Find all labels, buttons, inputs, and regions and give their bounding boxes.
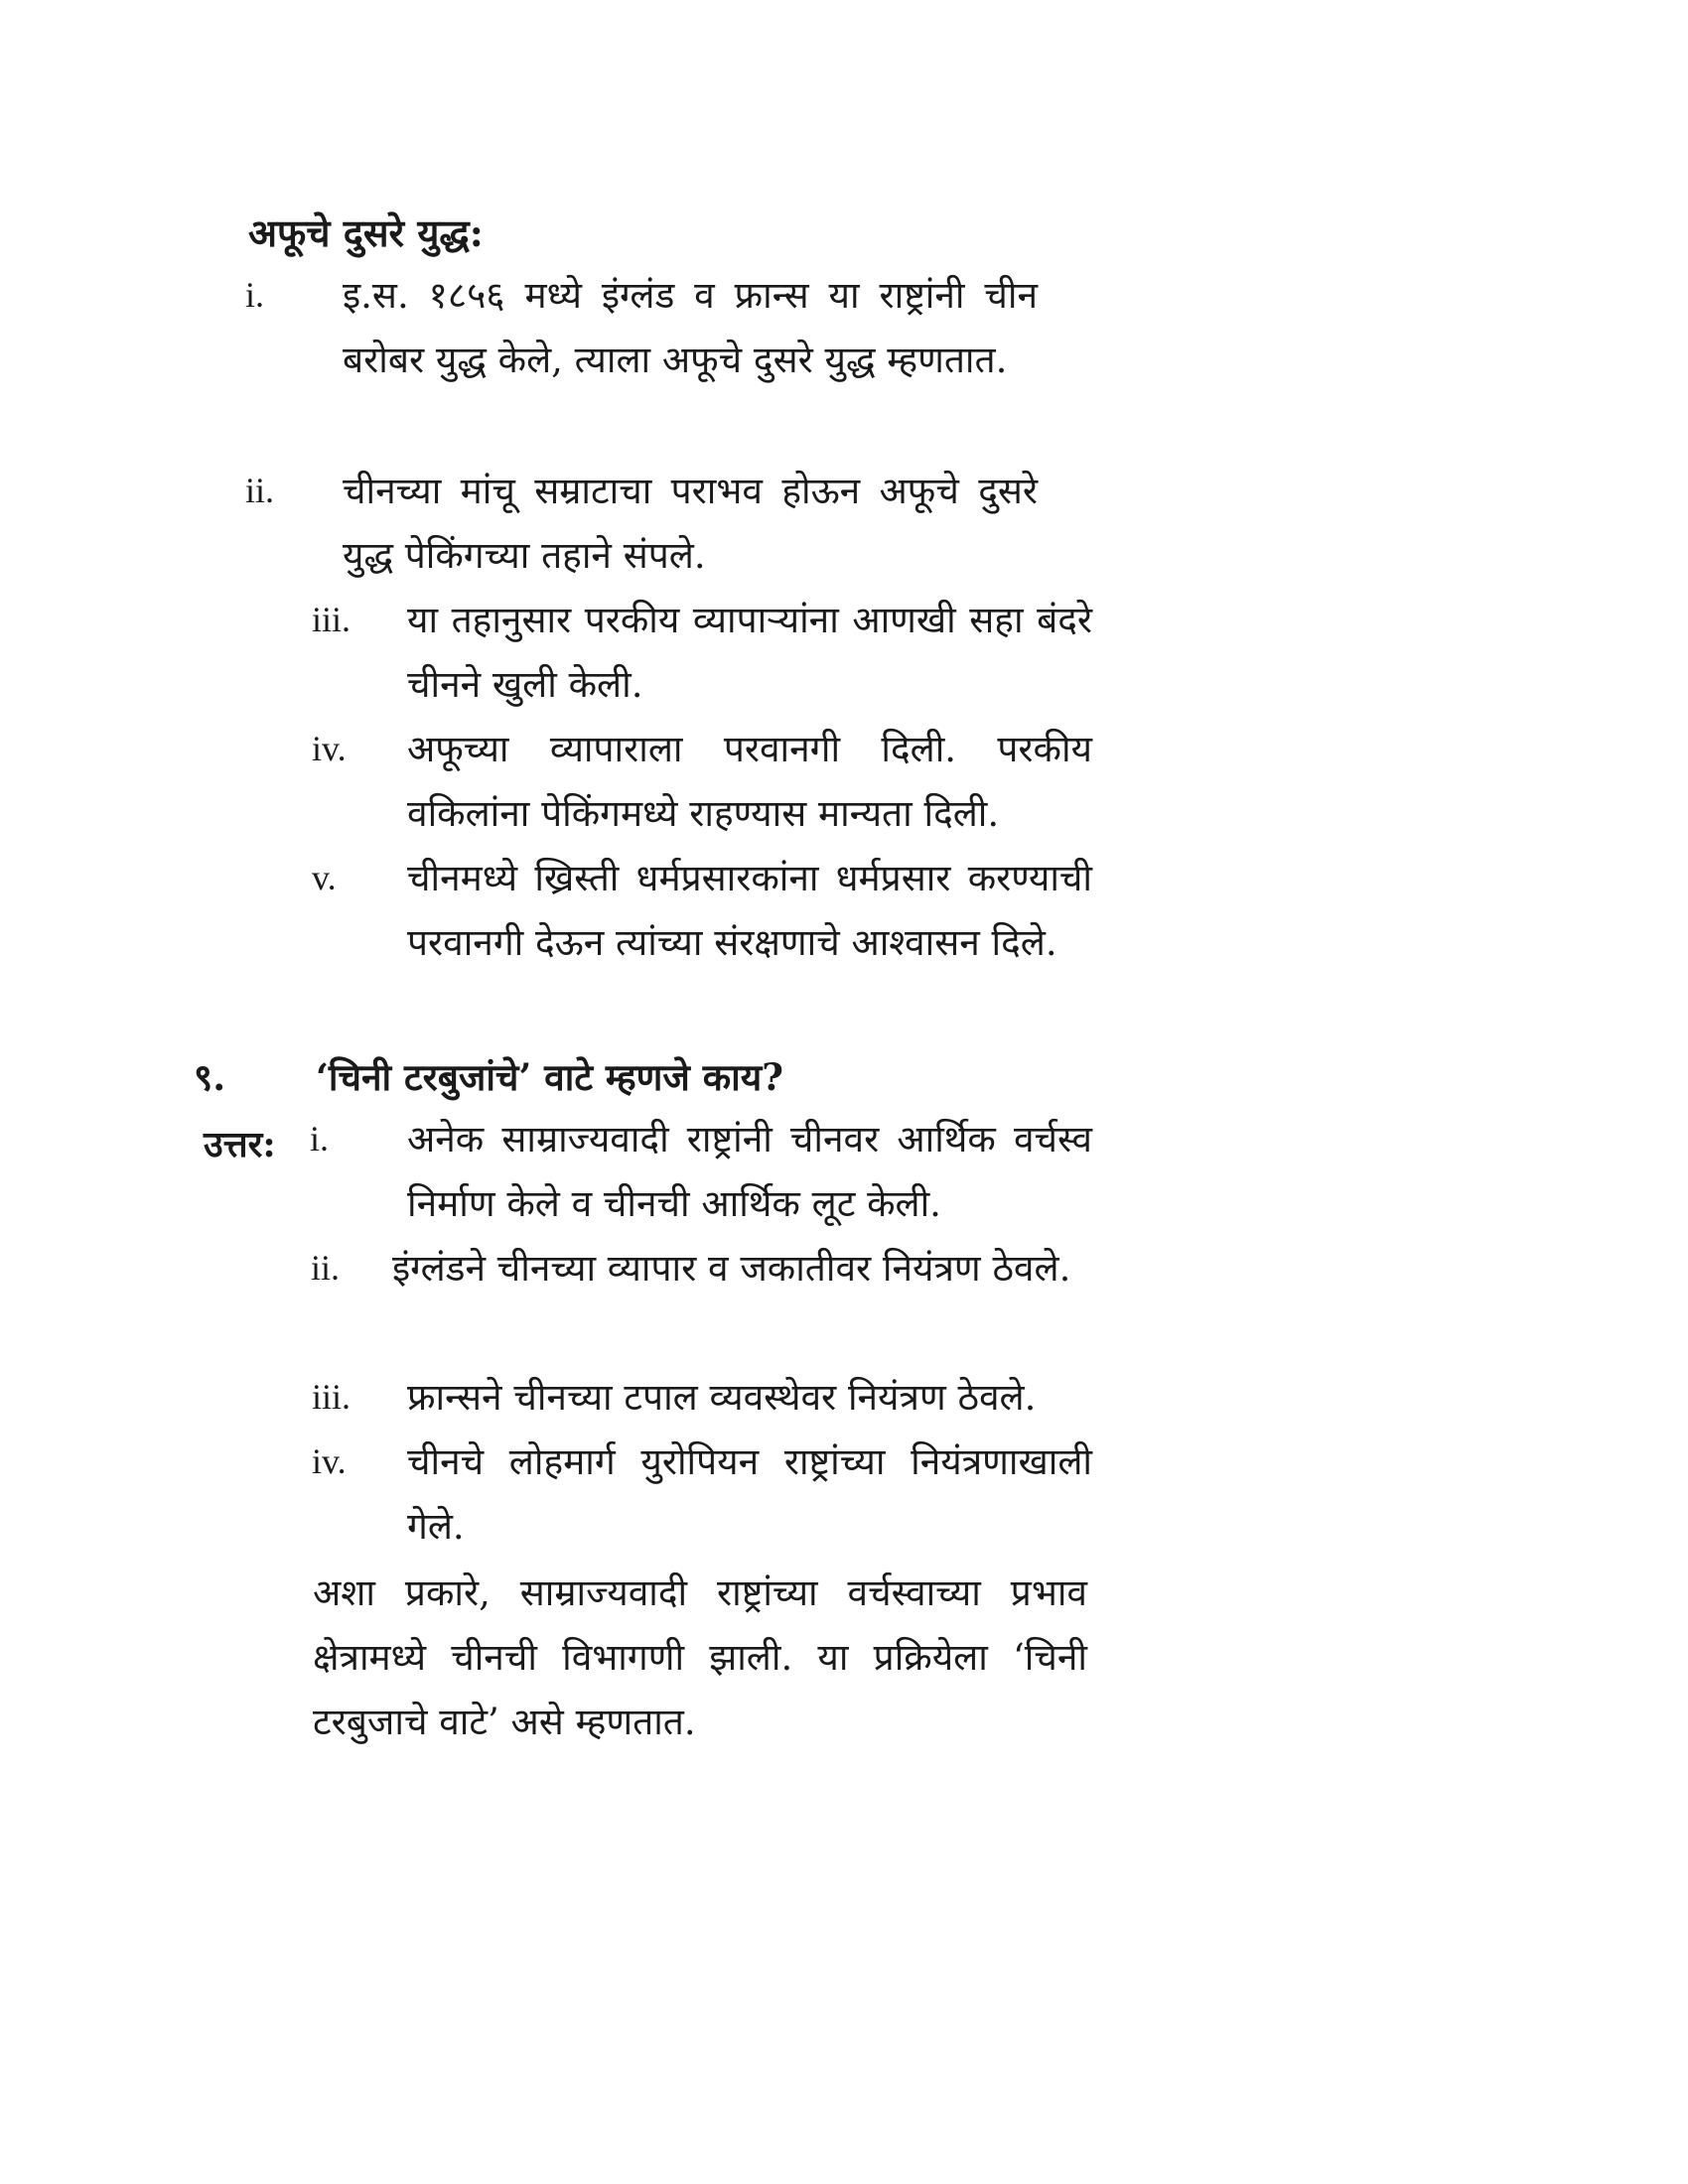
item-text: इंग्लंडने चीनच्या व्यापार व जकातीवर नियंत्रण ठेवले. (392, 1247, 1071, 1290)
list-item (312, 717, 1092, 846)
list-item (245, 459, 1038, 588)
item-text: चीनमध्ये ख्रिस्ती धर्मप्रसारकांना धर्मप्रसार करण्याची परवानगी देऊन त्यांच्या संरक्षणाचे आश्वासन दिले. (407, 857, 1092, 964)
list-item (245, 263, 1038, 392)
list-item (312, 1430, 1092, 1559)
item-text: अफूच्या व्यापाराला परवानगी दिली. परकीय वकिलांना पेकिंगमध्ये राहण्यास मान्यता दिली. (407, 728, 1092, 835)
item-text: इ.स. १८५६ मध्ये इंग्लंड व फ्रान्स या राष्ट्रांनी चीन बरोबर युद्ध केले, त्याला अफूचे दुसरे युद्ध म्हणतात. (343, 274, 1038, 381)
item-number: i. (245, 275, 265, 315)
list-item (310, 1107, 1092, 1236)
item-text: या तहानुसार परकीय व्यापाऱ्यांना आणखी सहा बंदरे चीनने खुली केली. (407, 599, 1092, 706)
list-item (312, 588, 1092, 717)
item-number: iv. (312, 729, 347, 768)
item-text: चीनचे लोहमार्ग युरोपियन राष्ट्रांच्या नियंत्रणाखाली गेले. (407, 1440, 1092, 1548)
list-item (312, 1365, 1102, 1430)
item-number: iii. (312, 600, 352, 639)
list-item (311, 1236, 1092, 1300)
section-heading: अफूचे दुसरे युद्ध: (248, 210, 484, 255)
question-text: ‘चिनी टरबुजांचे’ वाटे म्हणजे काय? (316, 1055, 783, 1099)
item-number: v. (312, 858, 337, 897)
conclusion-paragraph: अशा प्रकारे, साम्राज्यवादी राष्ट्रांच्या वर्चस्वाच्या प्रभाव क्षेत्रामध्ये चीनची विभागणी झाली. या प्रक्रियेला ‘चिनी टरबुजाचे वाटे’ असे म्हणतात. (313, 1571, 1087, 1743)
item-number: iii. (312, 1377, 352, 1417)
item-number: ii. (311, 1248, 341, 1288)
item-number: ii. (245, 471, 275, 510)
item-text: चीनच्या मांचू सम्राटाचा पराभव होऊन अफूचे दुसरे युद्ध पेकिंगच्या तहाने संपले. (343, 470, 1038, 577)
question-number: ९. (194, 1055, 226, 1099)
item-text: फ्रान्सने चीनच्या टपाल व्यवस्थेवर नियंत्रण ठेवले. (407, 1376, 1037, 1419)
item-number: iv. (312, 1441, 347, 1481)
answer-label: उत्तर: (204, 1124, 276, 1165)
item-text: अनेक साम्राज्यवादी राष्ट्रांनी चीनवर आर्थिक वर्चस्व निर्माण केले व चीनची आर्थिक लूट केली. (407, 1118, 1092, 1225)
item-number: i. (310, 1119, 330, 1159)
list-item (312, 846, 1092, 975)
